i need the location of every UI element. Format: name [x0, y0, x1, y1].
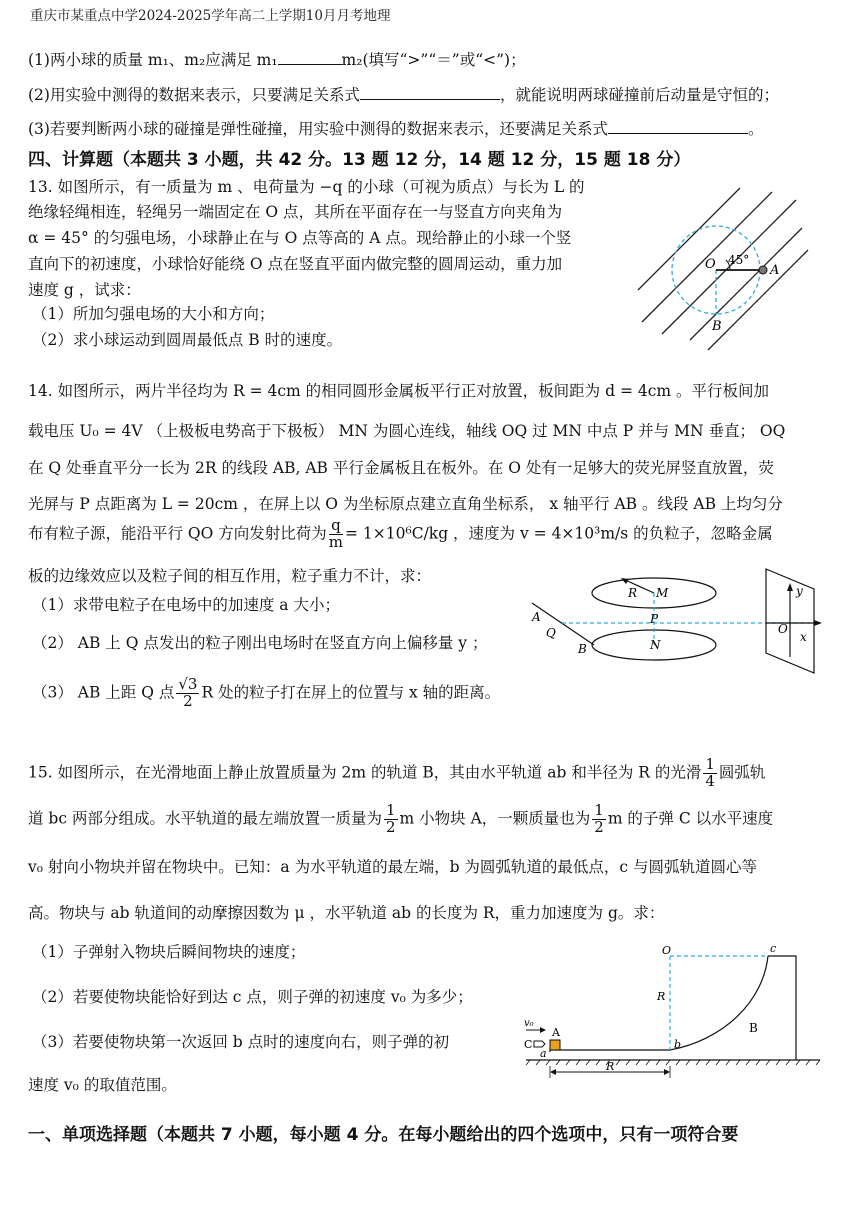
prev-part-3: (3)若要判断两小球的碰撞是弹性碰撞，用实验中测得的数据来表示，还要满足关系式 。 — [28, 120, 764, 138]
q15-label-r-horizontal: R — [606, 1060, 615, 1073]
q15-label-a-block: A — [552, 1026, 560, 1039]
q15-label-c-bullet: C — [524, 1038, 533, 1051]
q15-line-1: 15. 如图所示，在光滑地面上静止放置质量为 2m 的轨道 B，其由水平轨道 ab 和半径为 R 的光滑 $\frac{1}{4}$ 圆弧轨 — [28, 755, 766, 790]
q14-label-a: A — [532, 610, 541, 624]
q14-label-q: Q — [546, 626, 556, 640]
q13-figure — [632, 182, 812, 354]
q14-label-o: O — [778, 622, 788, 636]
q14-line-3: 在 Q 处垂直平分一长为 2R 的线段 AB, AB 平行金属板且在板外。在 O 处有一足够大的荧光屏竖直放置，荧 — [28, 459, 774, 477]
section-4-heading: 四、计算题（本题共 3 小题，共 42 分。13 题 12 分，14 题 12 分，15 题 18 分） — [28, 150, 691, 170]
q14-figure — [528, 565, 832, 675]
q15-line-2: 道 bc 两部分组成。水平轨道的最左端放置一质量为 $\frac{1}{2}$ m 小物块 A，一颗质量也为 $\frac{1}{2}$ m 的子弹 C 以水平速度 — [28, 801, 774, 836]
q14-label-y: y — [796, 584, 803, 598]
q15-label-a-point: a — [540, 1047, 547, 1060]
q15-label-b-point: b — [674, 1038, 682, 1051]
q15-line-4: 高。物块与 ab 轨道间的动摩擦因数为 μ ，水平轨道 ab 的长度为 R，重力加速度为 g。求： — [28, 904, 665, 922]
q15-line-3: v₀ 射向小物块并留在物块中。已知：a 为水平轨道的最左端，b 为圆弧轨道的最低点，c 与圆弧轨道圆心等 — [28, 858, 758, 876]
q14-sub-2: （2） AB 上 Q 点发出的粒子刚出电场时在竖直方向上偏移量 y ； — [32, 634, 488, 652]
q14-line-2: 载电压 U₀ = 4V （上极板电势高于下极板） MN 为圆心连线，轴线 OQ 过 MN 中点 P 并与 MN 垂直； OQ — [28, 422, 786, 440]
q14-line-1: 14. 如图所示，两片半径均为 R = 4cm 的相同圆形金属板平行正对放置，板间距为 d = 4cm 。平行板间加 — [28, 382, 770, 400]
prev-part-1: (1)两小球的质量 m₁、m₂应满足 m₁ m₂(填写“>”“＝”或“<”)； — [28, 51, 526, 69]
prev-part-2: (2)用实验中测得的数据来表示，只要满足关系式 ，就能说明两球碰撞前后动量是守恒的； — [28, 86, 779, 104]
q14-label-p: P — [650, 612, 659, 626]
q14-label-r: R — [628, 586, 638, 600]
q15-sub-3-cont: 速度 v₀ 的取值范围。 — [28, 1076, 177, 1094]
q13-line-1: 13. 如图所示，有一质量为 m 、电荷量为 −q 的小球（可视为质点）与长为 L 的 — [28, 178, 585, 196]
q14-line-4: 光屏与 P 点距离为 L = 20cm ，在屏上以 O 为坐标原点建立直角坐标系， x 轴平行 AB 。线段 AB 上均匀分 — [28, 495, 783, 513]
q13-line-2: 绝缘轻绳相连，轻绳另一端固定在 O 点，其所在平面存在一与竖直方向夹角为 — [28, 203, 563, 221]
q15-block-a — [550, 1040, 560, 1050]
q15-label-r-vertical: R — [657, 990, 666, 1003]
q13-sub-1: （1）所加匀强电场的大小和方向； — [32, 305, 275, 323]
q13-label-b: B — [712, 319, 722, 334]
q15-figure — [520, 942, 846, 1082]
q13-label-a: A — [770, 263, 780, 278]
q15-label-b-track: B — [749, 1021, 758, 1035]
q15-label-o: O — [662, 944, 672, 957]
q13-label-angle: 45° — [728, 253, 750, 267]
q13-line-4: 直向下的初速度，小球恰好能绕 O 点在竖直平面内做完整的圆周运动，重力加 — [28, 255, 563, 273]
q13-label-o: O — [705, 257, 716, 272]
q15-sub-3: （3）若要使物块第一次返回 b 点时的速度向右，则子弹的初 — [32, 1033, 450, 1051]
q13-line-3: α = 45° 的匀强电场，小球静止在与 O 点等高的 A 点。现给静止的小球一个竖 — [28, 229, 572, 247]
q14-line-6: 板的边缘效应以及粒子间的相互作用，粒子重力不计，求： — [28, 567, 432, 585]
q14-label-x: x — [800, 630, 807, 644]
q15-label-c: c — [770, 942, 777, 955]
q14-label-b: B — [578, 642, 587, 656]
q13-line-5: 速度 g ，试求： — [28, 281, 141, 299]
q15-sub-2: （2）若要使物块能恰好到达 c 点，则子弹的初速度 v₀ 为多少； — [32, 988, 473, 1006]
q14-line-5: 布有粒子源，能沿平行 QO 方向发射比荷为 $\frac{q}{m}$ = 1×10⁶C/kg ，速度为 v = 4×10³m/s 的负粒子，忽略金属 — [28, 516, 773, 551]
section-1-heading: 一、单项选择题（本题共 7 小题，每小题 4 分。在每小题给出的四个选项中，只有一项符合要 — [28, 1125, 739, 1145]
q15-label-v0: v₀ — [524, 1018, 534, 1029]
q14-label-n: N — [650, 638, 661, 652]
q13-sub-2: （2）求小球运动到圆周最低点 B 时的速度。 — [32, 331, 343, 349]
q14-sub-1: （1）求带电粒子在电场中的加速度 a 大小； — [32, 596, 340, 614]
q15-sub-1: （1）子弹射入物块后瞬间物块的速度； — [32, 943, 306, 961]
page-header: 重庆市某重点中学2024-2025学年高二上学期10月月考地理 — [30, 8, 391, 24]
q14-sub-3: （3） AB 上距 Q 点 $\frac{√3}{2}$ R 处的粒子打在屏上的位置与 x 轴的距离。 — [32, 675, 501, 710]
q14-label-m: M — [656, 586, 669, 600]
